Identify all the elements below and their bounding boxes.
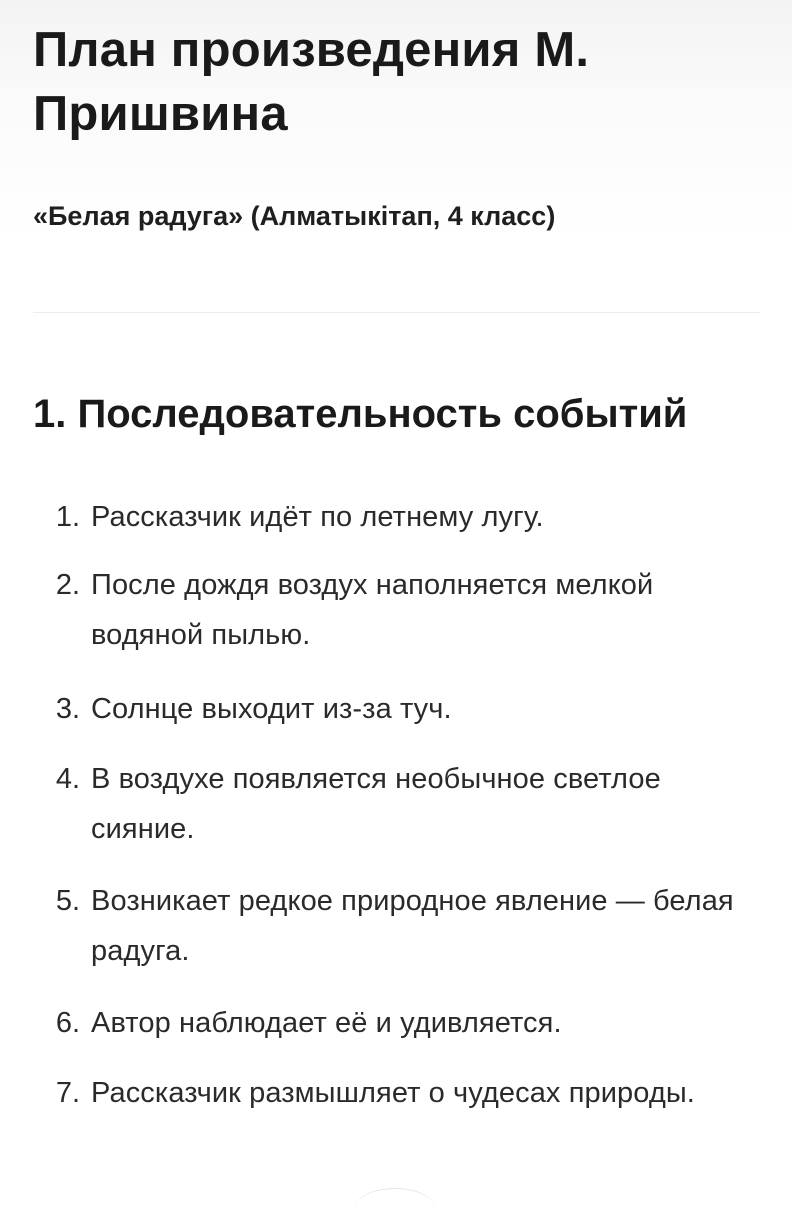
list-item-text: Рассказчик идёт по летнему лугу. xyxy=(91,501,544,533)
document-subtitle: «Белая радуга» (Алматыкітап, 4 класс) xyxy=(33,201,556,231)
list-item-text: Автор наблюдает её и удивляется. xyxy=(91,1007,562,1039)
list-item-number: 5. xyxy=(55,885,80,917)
section-heading: 1. Последовательность событий xyxy=(33,392,688,436)
list-item-text: Возникает редкое природное явление — белая радуга. xyxy=(91,885,734,967)
list-item-number: 7. xyxy=(55,1077,80,1109)
document-title: План произведения М. Пришвина xyxy=(33,23,590,141)
list-item-number: 1. xyxy=(55,501,80,533)
list-item-number: 3. xyxy=(55,693,80,725)
list-item-text: После дождя воздух наполняется мелкой водяной пылью. xyxy=(91,569,654,651)
list-item-text: Солнце выходит из-за туч. xyxy=(91,693,452,725)
list-item-number: 6. xyxy=(55,1007,80,1039)
list-item-number: 4. xyxy=(55,763,80,795)
list-item-number: 2. xyxy=(55,569,80,601)
list-item-text: В воздухе появляется необычное светлое сияние. xyxy=(91,763,661,845)
list-item-text: Рассказчик размышляет о чудесах природы. xyxy=(91,1077,695,1109)
section-divider xyxy=(33,312,760,313)
bottom-fade-arc xyxy=(355,1188,435,1229)
